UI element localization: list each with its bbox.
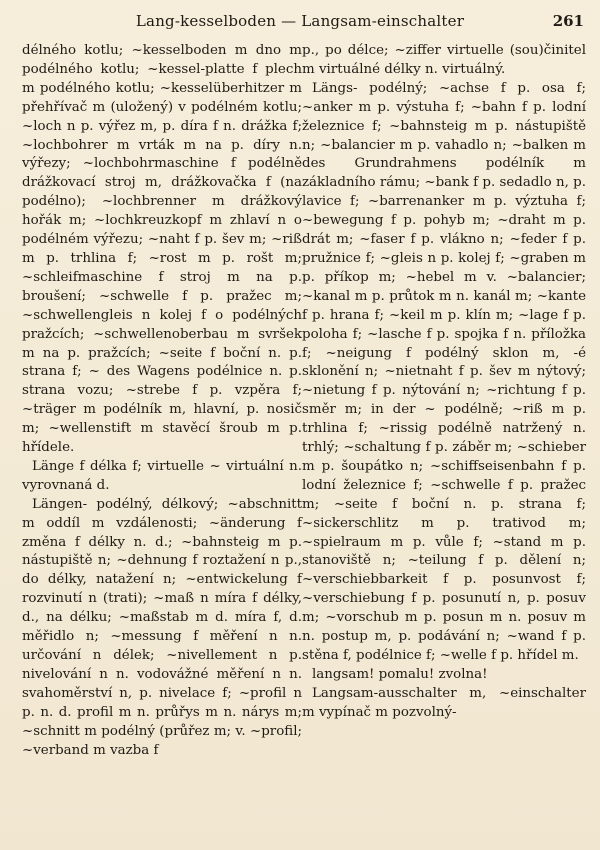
running-title: Lang-kesselboden — Langsam-einschalter xyxy=(135,12,465,30)
dictionary-entry: Langsam-ausschalter m, ~einschalter m vypínač m pozvolný- xyxy=(302,685,586,720)
dictionary-entry: Länge f délka f; virtuelle ~ virtuální n. vyrovnaná d. xyxy=(22,458,302,493)
dictionary-entry: langsam! pomalu! zvolna! xyxy=(312,666,488,682)
right-column xyxy=(302,42,586,723)
dictionary-entry: délného kotlu; ~kesselboden m dno m podélného kotlu; ~kessel-platte f plech m podélného kotlu; ~kesselüberhitzer m přehřívač m (uložený) v podélném kotlu; ~loch n p. výřez m, p. díra f n. drážka f; ~lochbohrer m vrták m na p. díry n. výřezy; ~lochbohrmaschine f podélně drážkovací stroj m, drážkovačka f (na podélno); ~lochbrenner m drážkový hořák m; ~lochkreuzkopf m zhlaví n o podélném výřezu; ~naht f p. šev m; ~riß m p. trhlina f; ~rost m p. rošt m; ~schleifmaschine f stroj m na p. broušení; ~schwelle f p. pražec m; ~schwellengleis n kolej f o podélných pražcích; ~schwellenoberbau m svršek m na p. pražcích; ~seite f boční n. p. strana f; ~ des Wagens podélnice n. p. strana vozu; ~strebe f p. vzpěra f; ~träger m podélník m, hlavní, p. nosič m; ~wellenstift m stavěcí šroub m p. hřídele. xyxy=(22,43,302,456)
page-header xyxy=(0,10,600,36)
dictionary-entry: Längen- podélný, délkový; ~abschnitt m oddíl m vzdálenosti; ~änderung f změna f délky n. d.; ~bahnsteig m p. nástupiště n; ~dehnung f roztažení n p., do délky, natažení n; ~entwickelung f rozvinutí n (trati); ~maß n míra f délky, d., na délku; ~maßstab m d. míra f, d. měřidlo n; ~messung f měření n n. určování n délek; ~nivellement n p. nivelování n n. vodovážné měření n n. svahoměrství n, p. nivelace f; ~profil n p. n. d. profil m n. průřys m n. nárys m; ~schnitt m podélný (průřez m; v. ~profil; ~verband m vazba f xyxy=(22,496,302,758)
dictionary-entry: p., po délce; ~ziffer virtuelle (sou)činitel m virtuálné délky n. virtuálný. xyxy=(302,43,586,77)
left-column xyxy=(22,42,302,760)
dictionary-entry: Längs- podélný; ~achse f p. osa f; ~anker m p. výstuha f; ~bahn f p. lodní železnice f; ~bahnsteig m p. nástupiště n; ~balancier m p. vahadlo n; ~balken m des Grundrahmens podélník m základního rámu; ~bank f p. sedadlo n, p. lavice f; ~barrenanker m p. výztuha f; ~bewegung f p. pohyb m; ~draht m p. drát m; ~faser f p. vlákno n; ~feder f p. pružnice f; ~gleis n p. kolej f; ~graben m p. příkop m; ~hebel m v. ~balancier; ~kanal m p. průtok m n. kanál m; ~kante f p. hrana f; ~keil m p. klín m; ~lage f p. poloha f; ~lasche f p. spojka f n. příložka f; ~neigung f podélný sklon m, -é sklonění n; ~nietnaht f p. šev m nýtový; ~nietung f p. nýtování n; ~richtung f p. směr m; in der ~ podélně; ~riß m p. trhlina f; ~rissig podélně natržený n. trhlý; ~schaltung f p. záběr m; ~schieber m p. šoupátko n; ~schiffseisenbahn f p. lodní železnice f; ~schwelle f p. pražec m; ~seite f boční n. p. strana f; ~sickerschlitz m p. trativod m; ~spielraum m p. vůle f; ~stand m p. stanoviště n; ~teilung f p. dělení n; ~verschiebbarkeit f p. posunvost f; ~verschiebung f p. posunutí n, p. posuv m; ~vorschub m p. posun m n. posuv m n. postup m, p. podávání n; ~wand f p. stěna f, podélnice f; ~welle f p. hřídel m. xyxy=(302,80,586,663)
page-number: 261 xyxy=(552,12,584,30)
